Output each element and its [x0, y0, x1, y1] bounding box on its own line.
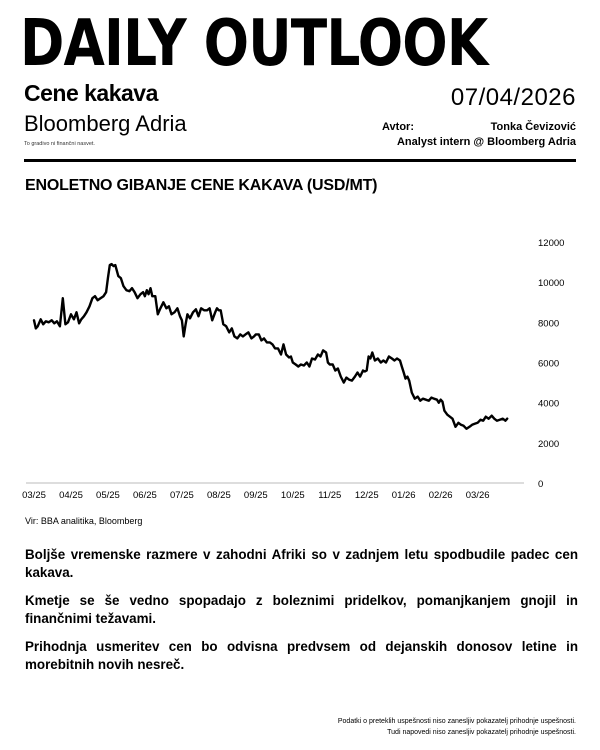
y-tick-label: 4000 [538, 398, 560, 410]
x-tick-label: 07/25 [169, 490, 194, 501]
paragraph-2: Kmetje se še vedno spopadajo z boleznimi pridelkov, pomanjkanjem gnojil in finančnimi težavami. [25, 593, 578, 626]
series-line-0 [34, 264, 507, 429]
y-tick-label: 6000 [538, 358, 560, 370]
y-tick-label: 0 [538, 479, 544, 490]
x-tick-label: 04/25 [59, 490, 83, 501]
chart-title: ENOLETNO GIBANJE CENE KAKAVA (USD/MT) [25, 177, 378, 194]
x-tick-label: 10/25 [280, 490, 305, 501]
footer-disclaimer-2: Tudi napovedi niso zanesljiv pokazatelj prihodnje uspešnosti. [387, 729, 576, 736]
y-tick-label: 2000 [538, 438, 560, 450]
header-divider [24, 159, 576, 162]
x-tick-label: 11/25 [318, 490, 342, 501]
paragraph-3: Prihodnja usmeritev cen bo odvisna predvsem od dejanskih donosov letine in morebitnih novih nesreč. [25, 639, 578, 672]
x-tick-label: 01/26 [391, 490, 416, 501]
x-tick-label: 03/26 [465, 490, 490, 501]
x-tick-label: 02/26 [428, 490, 453, 501]
chart-source: Vir: BBA analitika, Bloomberg [25, 516, 143, 526]
masthead-title: DAILY OUTLOOK [20, 7, 488, 81]
x-tick-label: 06/25 [133, 490, 157, 501]
paragraph-1: Boljše vremenske razmere v zahodni Afriki so v zadnjem letu spodbudile padec cen kakava. [25, 547, 578, 580]
brand-name: Bloomberg Adria [24, 111, 187, 136]
x-tick-label: 03/25 [22, 490, 46, 501]
footer-disclaimer-1: Podatki o preteklih uspešnosti niso zanesljiv pokazatelj prihodnje uspešnosti. [337, 718, 576, 725]
author-name: Tonka Čevizović [490, 121, 576, 133]
author-label: Avtor: [382, 121, 414, 133]
y-tick-label: 8000 [538, 318, 560, 330]
x-tick-label: 09/25 [243, 490, 268, 501]
author-role: Analyst intern @ Bloomberg Adria [396, 136, 576, 148]
x-tick-label: 12/25 [354, 490, 379, 501]
price-chart [0, 220, 600, 510]
report-subject: Cene kakava [24, 80, 158, 106]
y-tick-label: 12000 [538, 238, 565, 249]
x-tick-label: 08/25 [206, 490, 231, 501]
report-date: 07/04/2026 [450, 84, 576, 111]
x-tick-label: 05/25 [96, 490, 120, 501]
disclaimer-note: To gradivo ni finančni nasvet. [24, 141, 95, 147]
y-tick-label: 10000 [538, 278, 565, 290]
